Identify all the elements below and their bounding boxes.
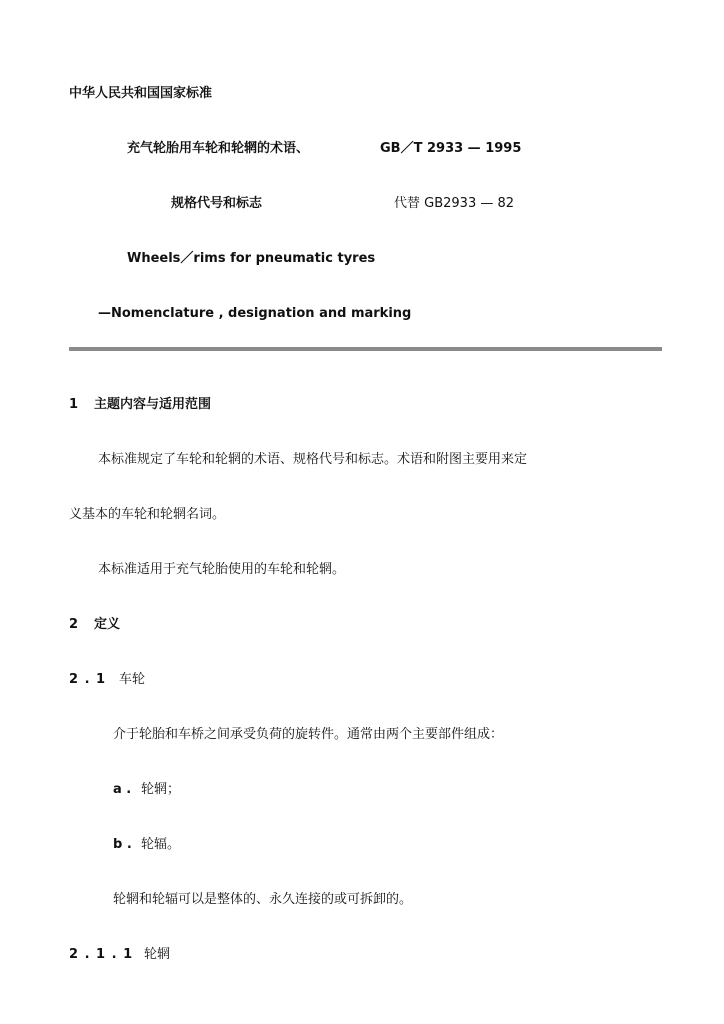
item-b-label: b . <box>113 837 132 852</box>
section-2-title: 定义 <box>94 617 121 632</box>
title-cn-line2: 规格代号和标志 <box>171 196 263 211</box>
title-en-line2: —Nomenclature , designation and marking <box>98 306 412 321</box>
title-en-line1: Wheels／rims for pneumatic tyres <box>127 251 376 266</box>
replaces-standard: 代替 GB2933 — 82 <box>394 196 515 211</box>
section-2-1-description: 介于轮胎和车桥之间承受负荷的旋转件。通常由两个主要部件组成： <box>113 727 504 742</box>
standard-number: GB／T 2933 — 1995 <box>380 141 522 156</box>
section-2-1-note: 轮辋和轮辐可以是整体的、永久连接的或可拆卸的。 <box>113 892 413 907</box>
section-1-number: 1 <box>69 397 79 412</box>
section-1-para2: 本标准适用于充气轮胎使用的车轮和轮辋。 <box>98 562 346 577</box>
section-1-title: 主题内容与适用范围 <box>94 397 212 412</box>
item-a-label: a . <box>113 782 132 797</box>
section-1-para1-line1: 本标准规定了车轮和轮辋的术语、规格代号和标志。术语和附图主要用来定 <box>98 452 528 467</box>
section-2-number: 2 <box>69 617 79 632</box>
section-2-1-number: 2 . 1 <box>69 672 107 687</box>
item-b-text: 轮辐。 <box>141 837 181 852</box>
section-2-1-1-number: 2 . 1 . 1 <box>69 947 134 962</box>
section-2-1-1-title: 轮辋 <box>144 947 171 962</box>
standard-org-title: 中华人民共和国国家标准 <box>69 86 213 101</box>
title-cn-line1: 充气轮胎用车轮和轮辋的术语、 <box>127 141 310 156</box>
item-a-text: 轮辋； <box>141 782 181 797</box>
section-1-para1-line2: 义基本的车轮和轮辋名词。 <box>69 507 226 522</box>
section-2-1-title: 车轮 <box>119 672 146 687</box>
header-divider <box>69 347 662 351</box>
